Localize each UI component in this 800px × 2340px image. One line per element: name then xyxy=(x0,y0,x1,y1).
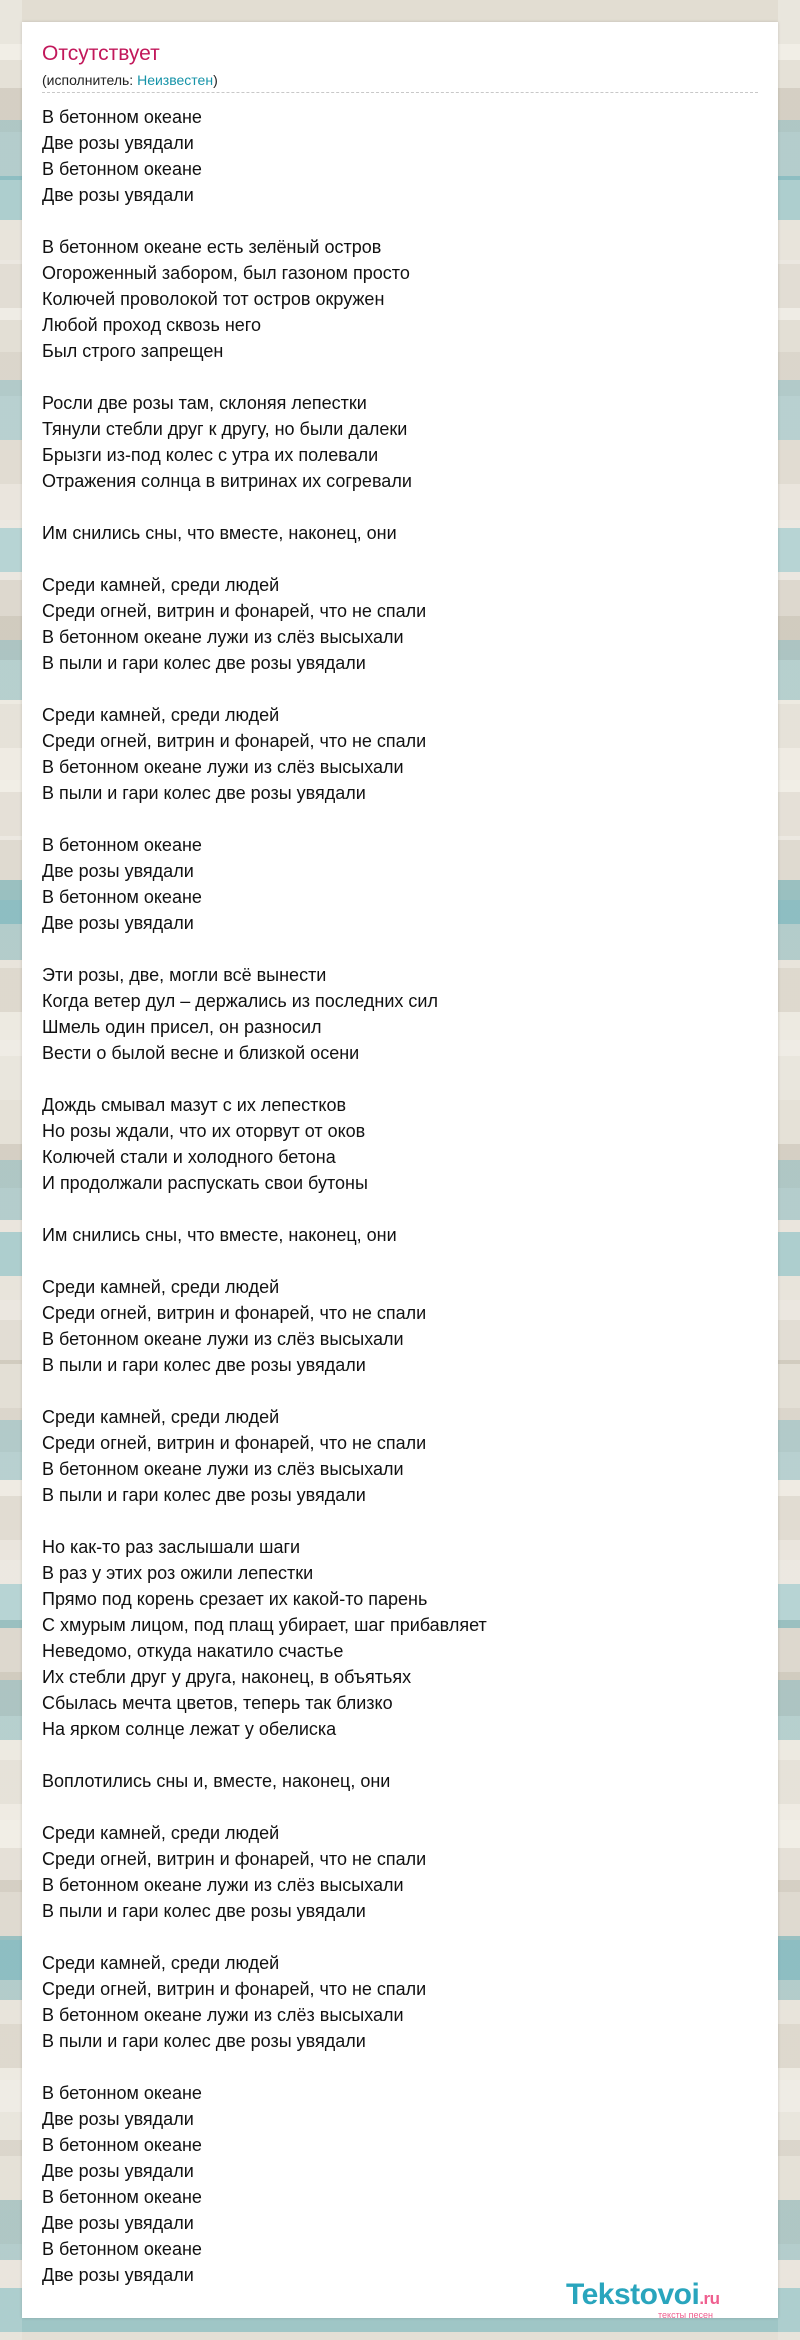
lyric-line: Им снились сны, что вместе, наконец, они xyxy=(42,1225,397,1245)
artist-link[interactable]: Неизвестен xyxy=(137,72,214,88)
lyric-line: Вести о былой весне и близкой осени xyxy=(42,1043,360,1063)
lyric-line: В бетонном океане xyxy=(42,2187,202,2207)
logo-tld: .ru xyxy=(699,2289,720,2308)
lyric-line: В бетонном океане xyxy=(42,835,202,855)
lyric-line: В бетонном океане xyxy=(42,2135,202,2155)
lyric-line: Две розы увядали xyxy=(42,2161,194,2181)
lyric-line: В бетонном океане xyxy=(42,2239,202,2259)
lyric-line: Две розы увядали xyxy=(42,2109,194,2129)
lyric-line: В бетонном океане лужи из слёз высыхали xyxy=(42,1329,404,1349)
stanza-break xyxy=(42,1742,487,1768)
lyric-line: Среди камней, среди людей xyxy=(42,1823,280,1843)
stanza-break xyxy=(42,1066,487,1092)
lyric-line: Две розы увядали xyxy=(42,133,194,153)
logo-brand xyxy=(566,2278,720,2312)
lyric-line: С хмурым лицом, под плащ убирает, шаг прибавляет xyxy=(42,1615,487,1635)
song-title: Отсутствует xyxy=(42,42,160,65)
lyric-line: Среди камней, среди людей xyxy=(42,1407,280,1427)
artist-prefix: (исполнитель: xyxy=(42,72,138,88)
stanza-break xyxy=(42,936,487,962)
stanza-break xyxy=(42,494,487,520)
stanza-break xyxy=(42,806,487,832)
lyric-line: В пыли и гари колес две розы увядали xyxy=(42,1355,366,1375)
lyric-line: В бетонном океане xyxy=(42,887,202,907)
lyric-line: Но как-то раз заслышали шаги xyxy=(42,1537,301,1557)
lyric-line: В раз у этих роз ожили лепестки xyxy=(42,1563,314,1583)
lyric-line: Им снились сны, что вместе, наконец, они xyxy=(42,523,397,543)
artist-suffix: ) xyxy=(213,72,218,88)
lyric-line: Дождь смывал мазут с их лепестков xyxy=(42,1095,347,1115)
stanza-break xyxy=(42,676,487,702)
stanza-break xyxy=(42,2054,487,2080)
lyric-line: И продолжали распускать свои бутоны xyxy=(42,1173,368,1193)
lyric-line: В бетонном океане есть зелёный остров xyxy=(42,237,382,257)
lyric-line: В бетонном океане xyxy=(42,159,202,179)
lyric-line: Среди огней, витрин и фонарей, что не спали xyxy=(42,1849,427,1869)
lyric-line: Среди огней, витрин и фонарей, что не спали xyxy=(42,1433,427,1453)
lyric-line: Две розы увядали xyxy=(42,2213,194,2233)
title-divider xyxy=(42,92,758,93)
lyrics-text xyxy=(42,104,487,2288)
artist-line xyxy=(42,72,218,88)
lyric-line: В бетонном океане xyxy=(42,107,202,127)
lyric-line: Неведомо, откуда накатило счастье xyxy=(42,1641,344,1661)
lyric-line: В бетонном океане лужи из слёз высыхали xyxy=(42,1875,404,1895)
lyric-line: Любой проход сквозь него xyxy=(42,315,261,335)
lyric-line: Среди огней, витрин и фонарей, что не спали xyxy=(42,1303,427,1323)
lyric-line: Среди огней, витрин и фонарей, что не спали xyxy=(42,601,427,621)
lyric-line: Их стебли друг у друга, наконец, в объятьях xyxy=(42,1667,412,1687)
lyric-line: Среди камней, среди людей xyxy=(42,1953,280,1973)
lyric-line: Среди камней, среди людей xyxy=(42,705,280,725)
site-logo[interactable] xyxy=(566,2278,766,2318)
lyric-line: На ярком солнце лежат у обелиска xyxy=(42,1719,337,1739)
lyric-line: Среди камней, среди людей xyxy=(42,1277,280,1297)
lyric-line: В бетонном океане лужи из слёз высыхали xyxy=(42,2005,404,2025)
lyric-line: Эти розы, две, могли всё вынести xyxy=(42,965,327,985)
lyric-line: Отражения солнца в витринах их согревали xyxy=(42,471,412,491)
lyric-line: Колючей проволокой тот остров окружен xyxy=(42,289,385,309)
lyric-line: Две розы увядали xyxy=(42,2265,194,2285)
lyric-line: Когда ветер дул – держались из последних сил xyxy=(42,991,438,1011)
lyric-line: В пыли и гари колес две розы увядали xyxy=(42,1901,366,1921)
stanza-break xyxy=(42,1378,487,1404)
background-strip-right xyxy=(778,0,800,2340)
lyric-line: Был строго запрещен xyxy=(42,341,224,361)
lyric-line: Две розы увядали xyxy=(42,861,194,881)
lyric-line: Шмель один присел, он разносил xyxy=(42,1017,322,1037)
lyrics-card xyxy=(22,22,778,2318)
lyric-line: Среди камней, среди людей xyxy=(42,575,280,595)
lyric-line: Тянули стебли друг к другу, но были далеки xyxy=(42,419,408,439)
lyric-line: Среди огней, витрин и фонарей, что не спали xyxy=(42,731,427,751)
lyric-line: Сбылась мечта цветов, теперь так близко xyxy=(42,1693,393,1713)
lyric-line: В бетонном океане лужи из слёз высыхали xyxy=(42,757,404,777)
background-strip-left xyxy=(0,0,22,2340)
lyric-line: Прямо под корень срезает их какой-то парень xyxy=(42,1589,428,1609)
lyric-line: В пыли и гари колес две розы увядали xyxy=(42,2031,366,2051)
lyric-line: В бетонном океане xyxy=(42,2083,202,2103)
lyric-line: В пыли и гари колес две розы увядали xyxy=(42,1485,366,1505)
stanza-break xyxy=(42,1794,487,1820)
stanza-break xyxy=(42,1248,487,1274)
logo-brand-name: Tekstovoi xyxy=(566,2278,700,2311)
lyric-line: В пыли и гари колес две розы увядали xyxy=(42,653,366,673)
stanza-break xyxy=(42,1924,487,1950)
logo-tagline: тексты песен xyxy=(658,2310,714,2320)
lyric-line: Колючей стали и холодного бетона xyxy=(42,1147,336,1167)
stanza-break xyxy=(42,546,487,572)
lyric-line: В пыли и гари колес две розы увядали xyxy=(42,783,366,803)
lyric-line: Среди огней, витрин и фонарей, что не спали xyxy=(42,1979,427,1999)
lyric-line: В бетонном океане лужи из слёз высыхали xyxy=(42,627,404,647)
lyric-line: В бетонном океане лужи из слёз высыхали xyxy=(42,1459,404,1479)
lyric-line: Но розы ждали, что их оторвут от оков xyxy=(42,1121,366,1141)
lyric-line: Две розы увядали xyxy=(42,185,194,205)
stanza-break xyxy=(42,208,487,234)
stanza-break xyxy=(42,1508,487,1534)
lyric-line: Две розы увядали xyxy=(42,913,194,933)
lyric-line: Брызги из-под колес с утра их полевали xyxy=(42,445,379,465)
lyric-line: Росли две розы там, склоняя лепестки xyxy=(42,393,367,413)
stanza-break xyxy=(42,1196,487,1222)
lyric-line: Огороженный забором, был газоном просто xyxy=(42,263,410,283)
stanza-break xyxy=(42,364,487,390)
lyric-line: Воплотились сны и, вместе, наконец, они xyxy=(42,1771,391,1791)
